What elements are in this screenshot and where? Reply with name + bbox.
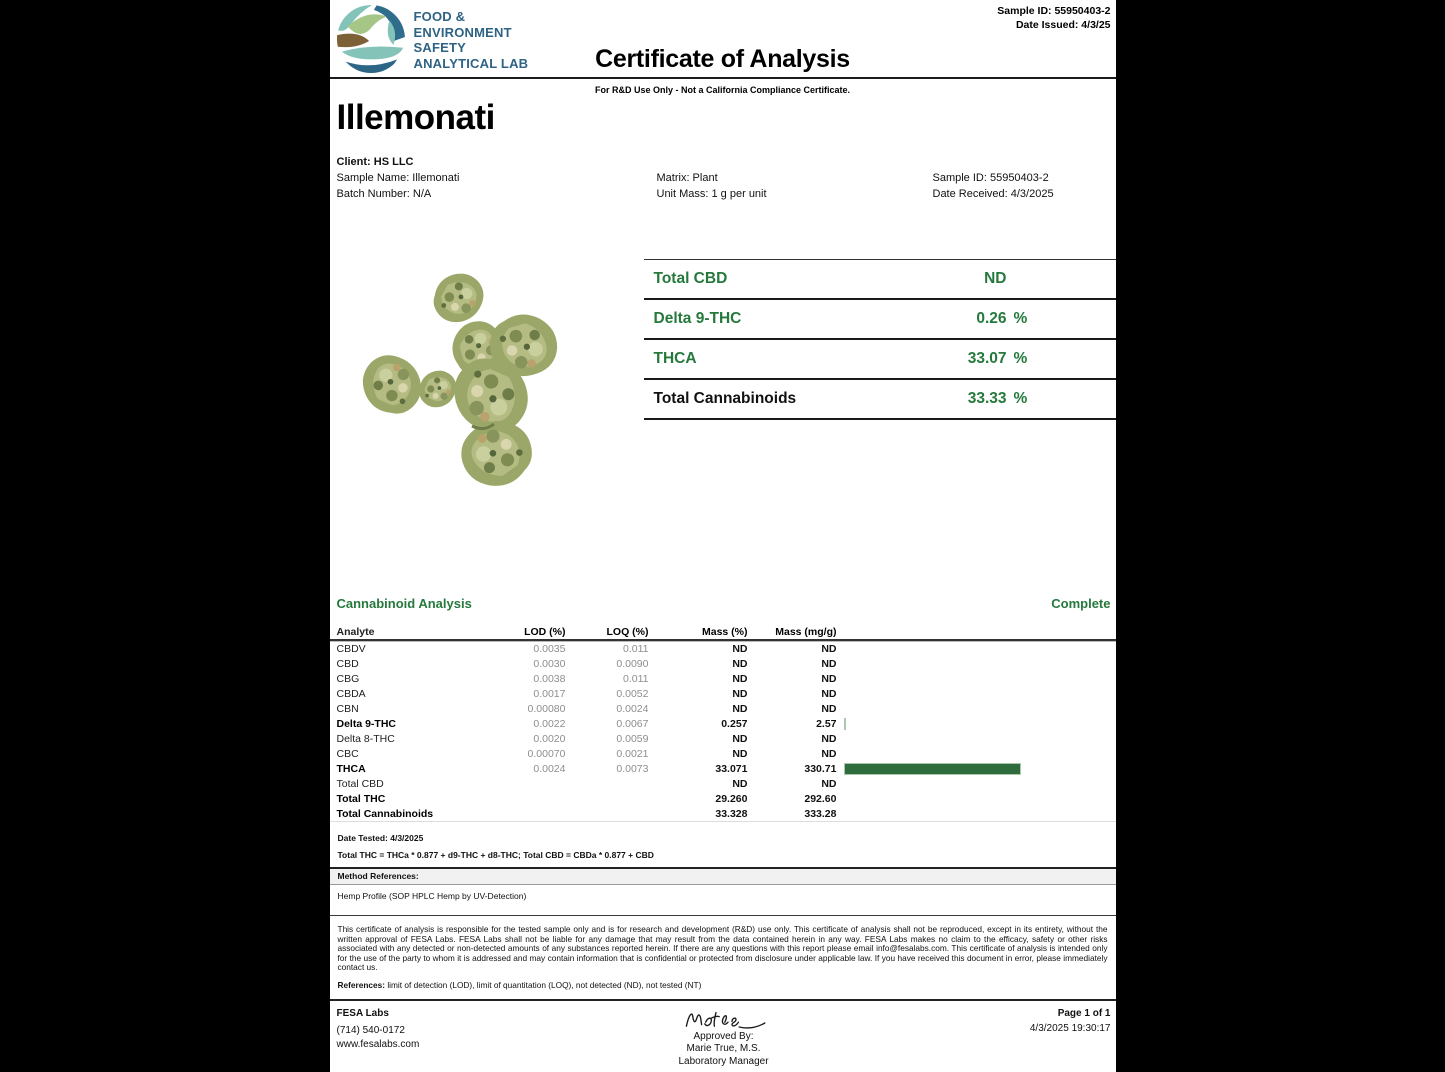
analyte-row <box>330 776 1116 791</box>
loq-value: 0.0021 <box>616 747 649 760</box>
product-name: Illemonati <box>336 98 495 137</box>
mass-pct-value: ND <box>732 777 748 790</box>
footer-datetime: 4/3/2025 19:30:17 <box>1029 1022 1111 1034</box>
summary-row <box>644 340 1116 380</box>
mass-pct-value: ND <box>732 702 748 715</box>
mass-pct-value: 29.260 <box>715 792 748 805</box>
page-title: Certificate of Analysis <box>595 45 850 73</box>
sample-photo <box>356 236 606 538</box>
date-tested: Date Tested: 4/3/2025 <box>337 833 424 843</box>
analyte-table-body <box>330 641 1116 822</box>
disclaimer-text: This certificate of analysis is responsible for the tested sample only and is for research and development (R&D) use only. This certificate of analysis shall not be reproduced, except in its entirety, without the written approval of FESA Labs. FESA Labs shall not be liable for any damage that may result from the data contained herein in any way. FESA Labs makes no claim to the efficacy, safety or other risks associated with any detected or non-detected amounts of any substances reported herein. If there are any questions with this report please email info@fesalabs.com. This certificate of analysis is intended only for the use of the party to whom it is addressed and may contain information that is confidential or protected from disclosure under applicable law. If you have received this document in error, please immediately contact us. <box>337 924 1108 973</box>
lod-value: 0.0035 <box>533 642 566 655</box>
analyte-row <box>330 746 1116 761</box>
mass-bar <box>844 763 1021 775</box>
approver-name: Marie True, M.S. <box>686 1043 761 1055</box>
analyte-name: THCA <box>336 762 366 775</box>
analyte-row <box>330 761 1116 776</box>
loq-value: 0.011 <box>623 642 649 655</box>
lod-value: 0.0017 <box>533 687 566 700</box>
signature <box>674 1007 774 1031</box>
footer <box>330 999 1116 1072</box>
col-analyte: Analyte <box>336 625 375 638</box>
summary-label: Total Cannabinoids <box>653 390 797 407</box>
summary-value: ND <box>984 270 1007 287</box>
references-line: References: limit of detection (LOD), limit of quantitation (LOQ), not detected (ND), not tested (NT) <box>337 979 702 990</box>
mass-pct-value: 33.071 <box>715 762 748 775</box>
client-info <box>337 154 1116 202</box>
bar-cell <box>837 718 1116 730</box>
analyte-row <box>330 791 1116 806</box>
footer-lab-name: FESA Labs <box>336 1007 389 1019</box>
col-mass-pct: Mass (%) <box>701 625 748 638</box>
footer-lab-info <box>337 1007 674 1069</box>
bar-cell <box>837 763 1116 775</box>
analyte-row <box>330 806 1116 821</box>
mass-mg-value: ND <box>821 672 837 685</box>
analyte-name: Delta 9-THC <box>336 717 397 730</box>
mass-mg-value: ND <box>821 657 837 670</box>
mass-pct-value: ND <box>732 672 748 685</box>
approver-title: Laboratory Manager <box>678 1055 769 1067</box>
unit-mass: Unit Mass: 1 g per unit <box>656 188 767 200</box>
summary-label: THCA <box>653 350 697 367</box>
mass-mg-value: ND <box>821 747 837 760</box>
mass-mg-value: ND <box>821 777 837 790</box>
summary-label: Total CBD <box>653 270 728 287</box>
section-title: Cannabinoid Analysis <box>336 596 472 611</box>
analysis-section-header <box>337 596 1111 611</box>
analyte-row <box>330 641 1116 656</box>
analyte-name: CBN <box>336 702 359 715</box>
client-name: Client: HS LLC <box>336 156 414 168</box>
analyte-name: Total CBD <box>336 777 384 790</box>
sample-id: Sample ID: 55950403-2 <box>997 5 1111 17</box>
mass-mg-value: ND <box>821 732 837 745</box>
summary-value: 33.07 % <box>967 350 1028 367</box>
summary-label: Delta 9-THC <box>653 310 742 327</box>
lod-value: 0.00080 <box>527 702 566 715</box>
batch-number: Batch Number: N/A <box>336 188 432 200</box>
mass-pct-value: 0.257 <box>721 717 748 730</box>
mass-mg-value: 330.71 <box>804 762 837 775</box>
lod-value: 0.0030 <box>533 657 566 670</box>
mass-mg-value: ND <box>821 687 837 700</box>
header <box>330 0 1116 79</box>
mass-pct-value: ND <box>732 747 748 760</box>
analyte-name: CBG <box>336 672 360 685</box>
col-loq: LOQ (%) <box>606 625 649 638</box>
total-formula: Total THC = THCa * 0.877 + d9-THC + d8-THC; Total CBD = CBDa * 0.877 + CBD <box>337 850 654 860</box>
analyte-row <box>330 716 1116 731</box>
analyte-row <box>330 686 1116 701</box>
lod-value: 0.0024 <box>533 762 566 775</box>
footer-approval <box>674 1007 774 1069</box>
loq-value: 0.0067 <box>616 717 649 730</box>
mass-pct-value: ND <box>732 642 748 655</box>
mass-bar <box>844 718 846 730</box>
date-received: Date Received: 4/3/2025 <box>932 188 1054 200</box>
loq-value: 0.0024 <box>616 702 649 715</box>
lod-value: 0.0038 <box>533 672 566 685</box>
lod-value: 0.00070 <box>527 747 566 760</box>
certificate-page <box>330 0 1116 1072</box>
analyte-row <box>330 671 1116 686</box>
summary-row <box>644 260 1116 300</box>
analyte-name: CBDV <box>336 642 366 655</box>
footer-phone: (714) 540-0172 <box>336 1024 405 1036</box>
analyte-name: Total Cannabinoids <box>336 807 434 820</box>
compliance-note: For R&D Use Only - Not a California Compliance Certificate. <box>594 85 851 95</box>
analyte-name: Total THC <box>336 792 386 805</box>
main-area <box>330 202 1116 590</box>
mass-mg-value: 333.28 <box>804 807 837 820</box>
method-references-heading: Method References: <box>330 867 1116 885</box>
method-reference: Hemp Profile (SOP HPLC Hemp by UV-Detection) <box>337 891 527 901</box>
mass-mg-value: ND <box>821 702 837 715</box>
analysis-notes <box>338 833 1116 860</box>
page-number: Page 1 of 1 <box>1057 1007 1111 1019</box>
analyte-name: Delta 8-THC <box>336 732 395 745</box>
summary-value: 33.33 % <box>967 390 1028 407</box>
date-issued: Date Issued: 4/3/25 <box>1015 19 1111 31</box>
analyte-row <box>330 731 1116 746</box>
summary-row <box>644 300 1116 340</box>
lod-value: 0.0020 <box>533 732 566 745</box>
col-lod: LOD (%) <box>524 625 566 638</box>
analyte-row <box>330 656 1116 671</box>
loq-value: 0.011 <box>623 672 649 685</box>
lab-name: FOOD & ENVIRONMENT SAFETY ANALYTICAL LAB <box>413 9 529 71</box>
potency-summary-table <box>644 259 1116 420</box>
approved-by-label: Approved By: <box>693 1030 754 1042</box>
analyte-name: CBC <box>336 747 359 760</box>
col-mass-mg: Mass (mg/g) <box>775 625 837 638</box>
mass-pct-value: ND <box>732 657 748 670</box>
header-meta <box>997 4 1110 32</box>
mass-mg-value: ND <box>821 642 837 655</box>
analyte-name: CBD <box>336 657 359 670</box>
table-header-row <box>330 624 1116 641</box>
loq-value: 0.0052 <box>616 687 649 700</box>
footer-website: www.fesalabs.com <box>336 1038 420 1050</box>
summary-row <box>644 380 1116 420</box>
sample-id-received: Sample ID: 55950403-2 <box>932 172 1049 184</box>
mass-mg-value: 2.57 <box>816 717 837 730</box>
analyte-name: CBDA <box>336 687 366 700</box>
loq-value: 0.0090 <box>616 657 649 670</box>
footer-page-info <box>774 1007 1111 1069</box>
status-badge: Complete <box>1051 596 1111 611</box>
mass-mg-value: 292.60 <box>804 792 837 805</box>
mass-pct-value: 33.328 <box>715 807 748 820</box>
mass-pct-value: ND <box>732 732 748 745</box>
cannabinoid-table <box>330 624 1116 822</box>
summary-value: 0.26 % <box>976 310 1028 327</box>
sample-name: Sample Name: Illemonati <box>336 172 460 184</box>
sample-info-grid <box>337 170 1116 202</box>
matrix: Matrix: Plant <box>656 172 718 184</box>
references-label: References: <box>337 979 386 990</box>
lod-value: 0.0022 <box>533 717 566 730</box>
analyte-row <box>330 701 1116 716</box>
mass-pct-value: ND <box>732 687 748 700</box>
loq-value: 0.0073 <box>616 762 649 775</box>
loq-value: 0.0059 <box>616 732 649 745</box>
